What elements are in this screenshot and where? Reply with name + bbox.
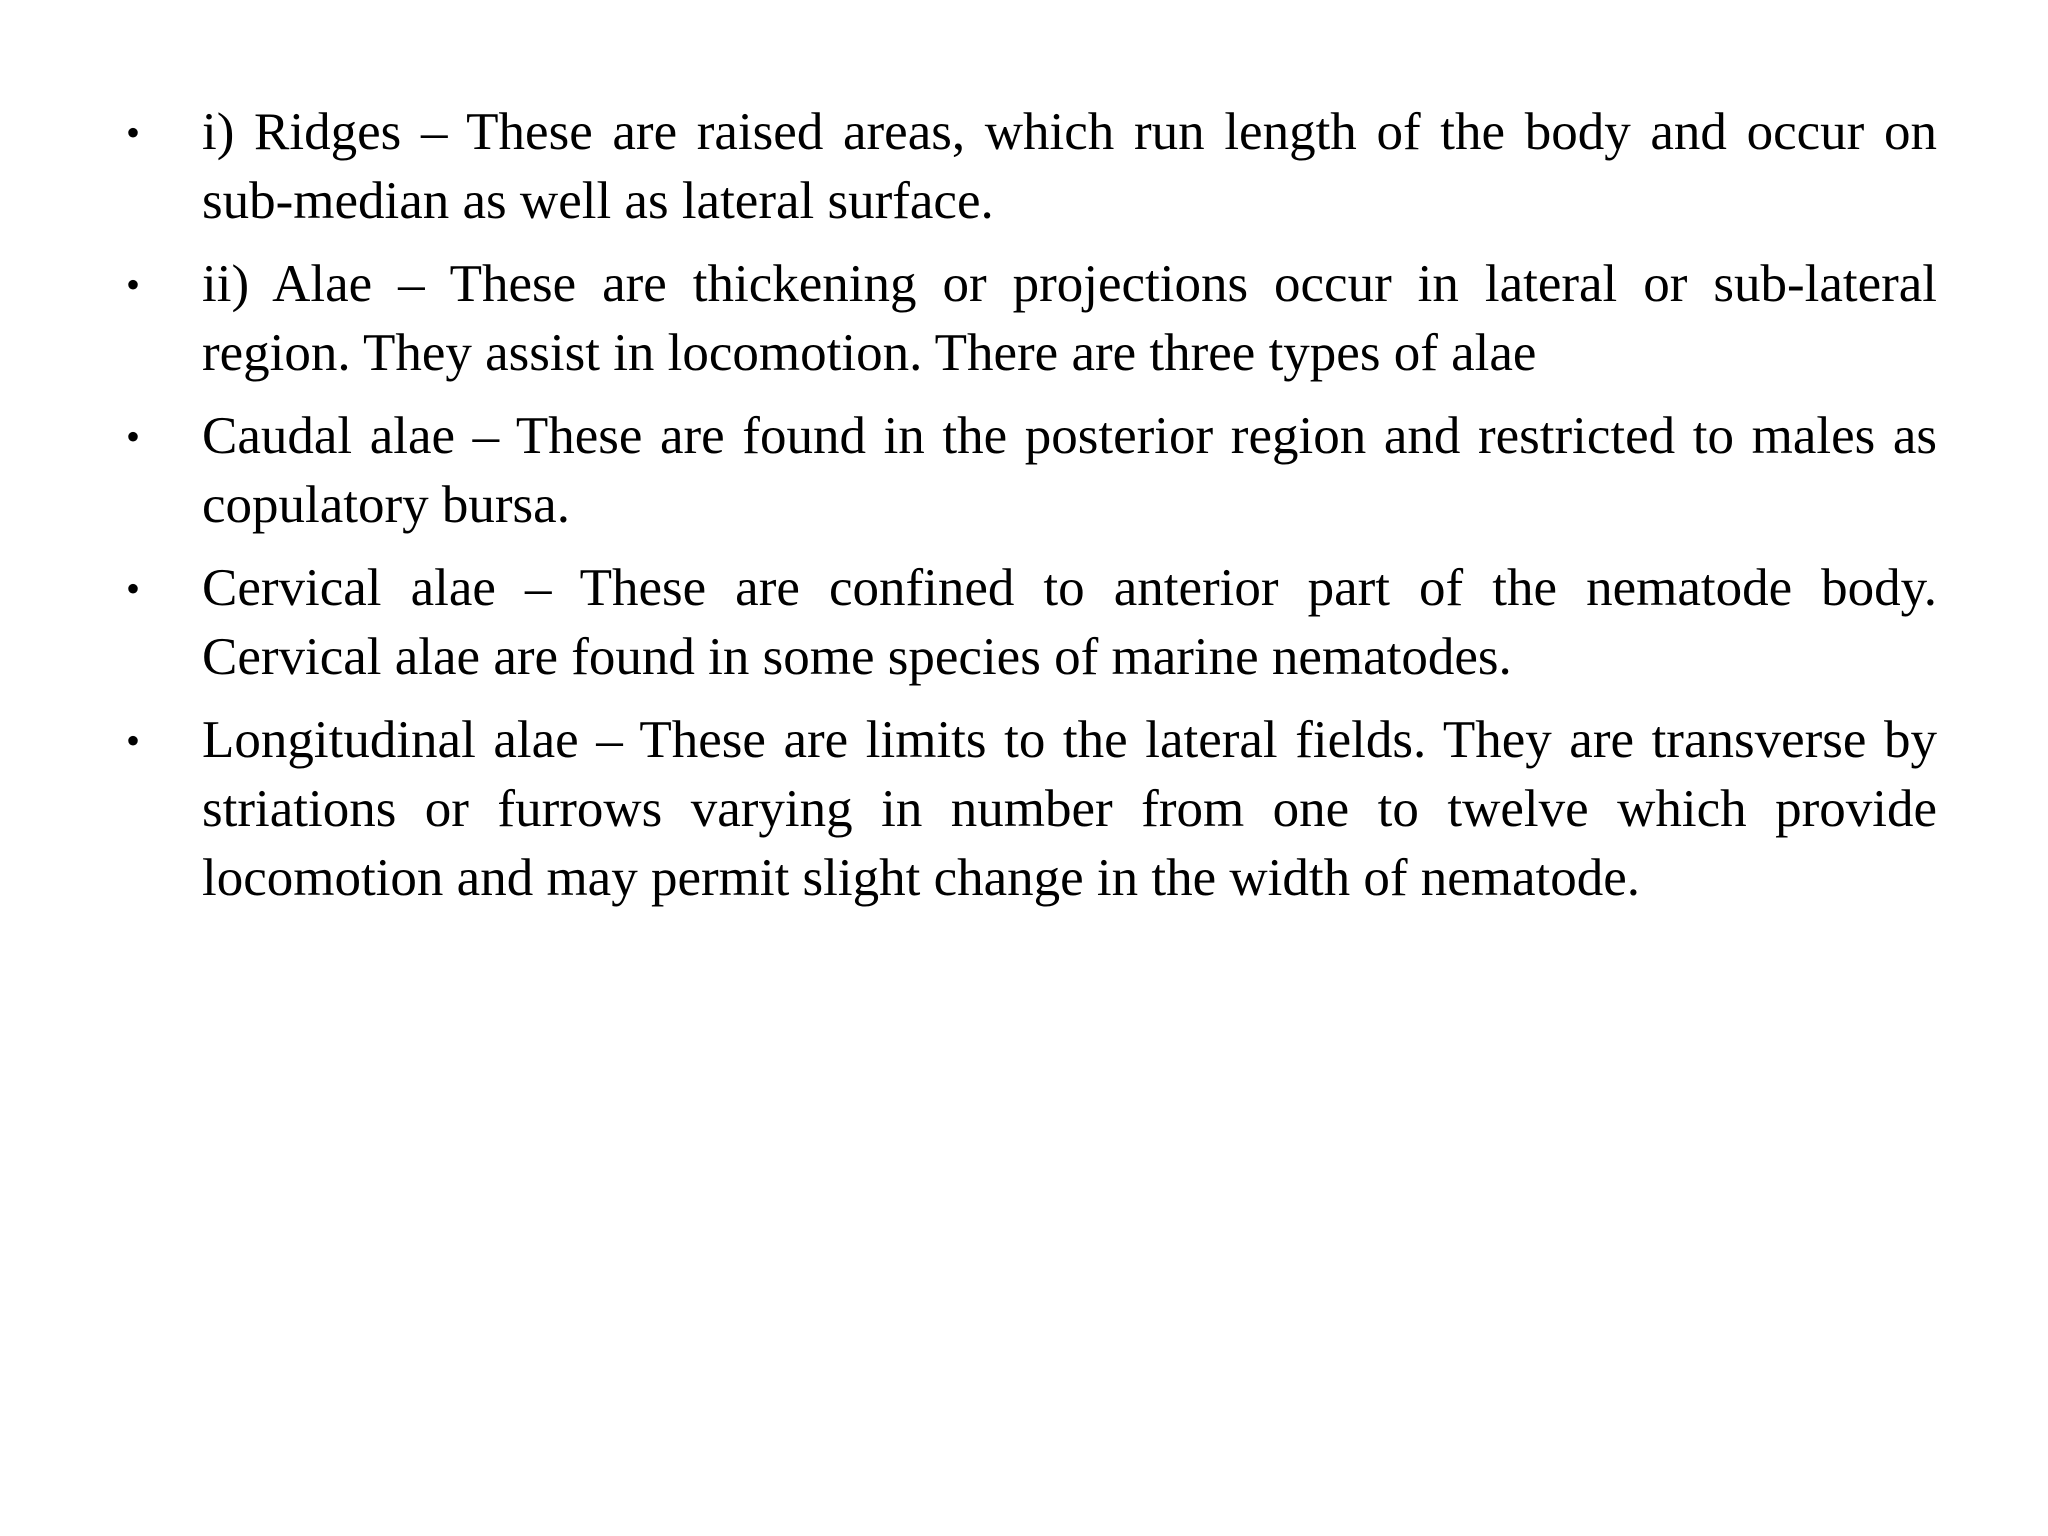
bullet-text: ii) Alae – These are thickening or projections occur in lateral or sub-lateral region. They assist in locomotion. There are three types of alae <box>202 255 1937 382</box>
bullet-icon: • <box>126 414 141 459</box>
bullet-text: Cervical alae – These are confined to anterior part of the nematode body. Cervical alae are found in some species of marine nematodes. <box>202 559 1937 686</box>
bullet-item-longitudinal-alae <box>120 706 1937 913</box>
bullet-item-alae <box>120 250 1937 388</box>
bullet-list <box>120 98 1937 927</box>
bullet-icon: • <box>126 110 141 155</box>
bullet-item-ridges <box>120 98 1937 236</box>
bullet-text: Caudal alae – These are found in the posterior region and restricted to males as copulatory bursa. <box>202 407 1937 534</box>
bullet-text: i) Ridges – These are raised areas, which run length of the body and occur on sub-median as well as lateral surface. <box>202 103 1937 230</box>
bullet-icon: • <box>126 566 141 611</box>
bullet-icon: • <box>126 262 141 307</box>
bullet-text: Longitudinal alae – These are limits to the lateral fields. They are transverse by striations or furrows varying in number from one to twelve which provide locomotion and may permit slight change in the width of nematode. <box>202 711 1937 907</box>
bullet-icon: • <box>126 718 141 763</box>
bullet-item-cervical-alae <box>120 554 1937 692</box>
bullet-item-caudal-alae <box>120 402 1937 540</box>
